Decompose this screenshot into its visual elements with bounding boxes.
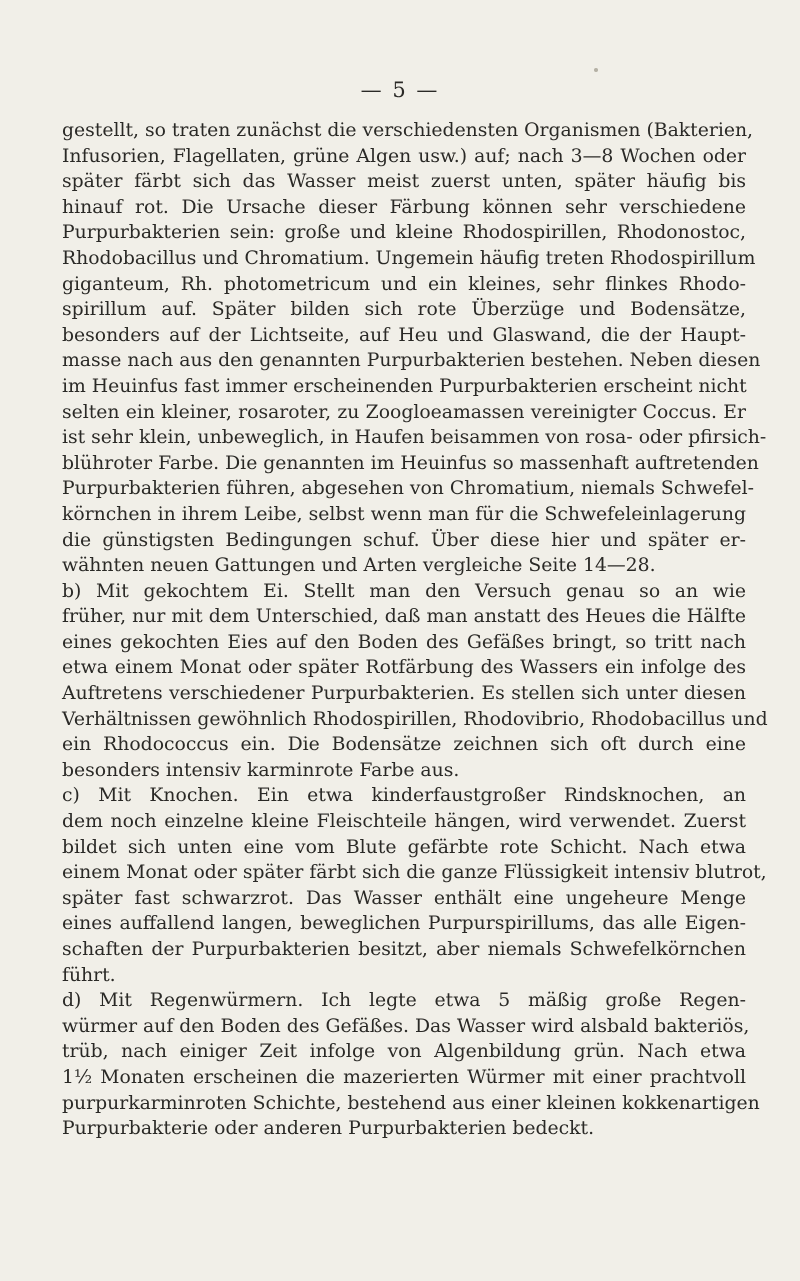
text-line: besonders intensiv karminrote Farbe aus. bbox=[62, 759, 460, 781]
text-line: spirillum auf. Später bilden sich rote Überzüge und Bodensätze, bbox=[62, 299, 746, 321]
text-line: besonders auf der Lichtseite, auf Heu und Glaswand, die der Haupt- bbox=[62, 324, 746, 346]
text-line: etwa einem Monat oder später Rotfärbung des Wassers ein infolge des bbox=[62, 657, 746, 679]
text-line: würmer auf den Boden des Gefäßes. Das Wasser wird alsbald bakteriös, bbox=[62, 1015, 750, 1037]
text-line: einem Monat oder später färbt sich die ganze Flüssigkeit intensiv blutrot, bbox=[62, 862, 767, 884]
text-line: körnchen in ihrem Leibe, selbst wenn man für die Schwefeleinlagerung bbox=[62, 503, 746, 525]
text-line: Purpurbakterien führen, abgesehen von Chromatium, niemals Schwefel- bbox=[62, 478, 754, 500]
text-line: im Heuinfus fast immer erscheinenden Purpurbakterien erscheint nicht bbox=[62, 375, 747, 397]
text-line: trüb, nach einiger Zeit infolge von Algenbildung grün. Nach etwa bbox=[62, 1041, 746, 1063]
text-line: Purpurbakterien sein: große und kleine Rhodospirillen, Rhodonostoc, bbox=[62, 222, 746, 244]
text-line: hinauf rot. Die Ursache dieser Färbung können sehr verschiedene bbox=[62, 196, 746, 218]
text-line: masse nach aus den genannten Purpurbakterien bestehen. Neben diesen bbox=[62, 350, 761, 372]
text-line: ein Rhodococcus ein. Die Bodensätze zeichnen sich oft durch eine bbox=[62, 734, 746, 756]
text-line: wähnten neuen Gattungen und Arten vergleiche Seite 14—28. bbox=[62, 555, 656, 577]
section-d-line: d) Mit Regenwürmern. Ich legte etwa 5 mäßig große Regen- bbox=[62, 990, 746, 1012]
text-line: früher, nur mit dem Unterschied, daß man anstatt des Heues die Hälfte bbox=[62, 606, 746, 628]
text-line: blühroter Farbe. Die genannten im Heuinfus so massenhaft auftretenden bbox=[62, 452, 759, 474]
text-line: später fast schwarzrot. Das Wasser enthält eine ungeheure Menge bbox=[62, 887, 746, 909]
text-line: giganteum, Rh. photometricum und ein kleines, sehr flinkes Rhodo- bbox=[62, 273, 746, 295]
section-c-line: c) Mit Knochen. Ein etwa kinderfaustgroßer Rindsknochen, an bbox=[62, 785, 746, 807]
text-line: purpurkarminroten Schichte, bestehend aus einer kleinen kokkenartigen bbox=[62, 1092, 760, 1114]
body-text bbox=[62, 118, 768, 1142]
text-line: eines auffallend langen, beweglichen Purpurspirillums, das alle Eigen- bbox=[62, 913, 746, 935]
text-line: die günstigsten Bedingungen schuf. Über diese hier und später er- bbox=[62, 529, 746, 551]
text-line: später färbt sich das Wasser meist zuerst unten, später häufig bis bbox=[62, 171, 746, 193]
text-line: schaften der Purpurbakterien besitzt, aber niemals Schwefelkörnchen bbox=[62, 939, 746, 960]
text-line: selten ein kleiner, rosaroter, zu Zoogloeamassen vereinigter Coccus. Er bbox=[62, 401, 746, 423]
page-header: — 5 — bbox=[360, 78, 440, 102]
text-line: Infusorien, Flagellaten, grüne Algen usw.) auf; nach 3—8 Wochen oder bbox=[62, 145, 746, 167]
text-line: 1½ Monaten erscheinen die mazerierten Würmer mit einer prachtvoll bbox=[62, 1066, 746, 1088]
text-line: Auftretens verschiedener Purpurbakterien. Es stellen sich unter diesen bbox=[62, 683, 746, 705]
text-line: führt. bbox=[62, 964, 116, 986]
section-b-line: b) Mit gekochtem Ei. Stellt man den Versuch genau so an wie bbox=[62, 580, 746, 602]
text-line: ist sehr klein, unbeweglich, in Haufen beisammen von rosa- oder pfirsich- bbox=[62, 427, 767, 449]
text-line: eines gekochten Eies auf den Boden des Gefäßes bringt, so tritt nach bbox=[62, 631, 746, 653]
text-line: gestellt, so traten zunächst die verschiedensten Organismen (Bakterien, bbox=[62, 120, 754, 141]
text-line: bildet sich unten eine vom Blute gefärbte rote Schicht. Nach etwa bbox=[62, 836, 746, 858]
text-line: dem noch einzelne kleine Fleischteile hängen, wird verwendet. Zuerst bbox=[62, 811, 746, 833]
text-line: Purpurbakterie oder anderen Purpurbakterien bedeckt. bbox=[62, 1118, 595, 1140]
text-line: Rhodobacillus und Chromatium. Ungemein häufig treten Rhodospirillum bbox=[62, 247, 756, 269]
ink-speck bbox=[594, 68, 598, 72]
text-line: Verhältnissen gewöhnlich Rhodospirillen, Rhodovibrio, Rhodobacillus und bbox=[62, 708, 768, 730]
